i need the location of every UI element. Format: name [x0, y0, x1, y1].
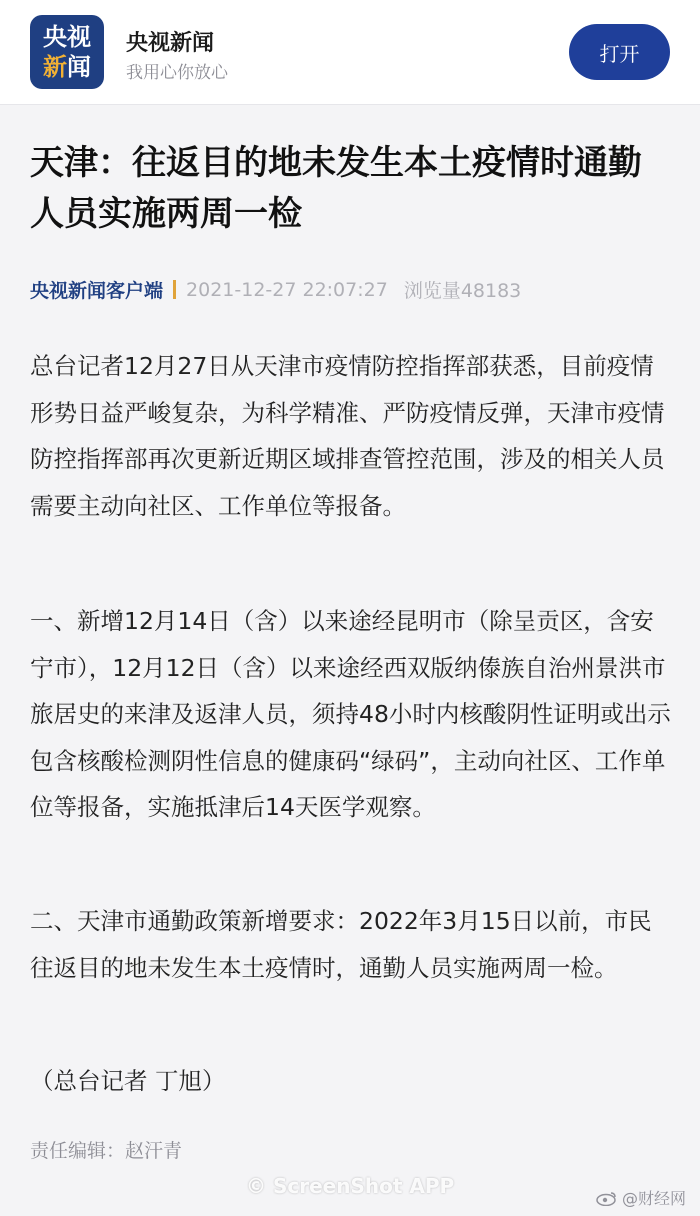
logo-line-2b: 闻: [67, 53, 91, 81]
app-banner: [0, 0, 700, 105]
weibo-watermark: [596, 1186, 686, 1209]
logo-line-2: [43, 52, 91, 82]
article-paragraph-1: 总台记者12月27日从天津市疫情防控指挥部获悉，目前疫情形势日益严峻复杂，为科学精准、严防疫情反弹，天津市疫情防控指挥部再次更新近期区域排查管控范围，涉及的相关人员需要主动向社区、工作单位等报备。: [30, 352, 665, 520]
article-source[interactable]: 央视新闻客户端: [30, 280, 164, 302]
publish-time: 2021-12-27 22:07:27: [186, 278, 388, 301]
reporter-credit: （总台记者 丁旭）: [30, 1067, 226, 1095]
cctv-news-logo[interactable]: [30, 15, 104, 89]
article-title: 天津：往返目的地未发生本土疫情时通勤人员实施两周一检: [30, 143, 642, 234]
app-slogan: 我用心你放心: [126, 63, 228, 83]
logo-line-2a: 新: [43, 53, 67, 81]
view-count: 浏览量48183: [403, 280, 522, 302]
responsible-editor: 责任编辑：赵汗青: [30, 1140, 183, 1162]
screenshot-app-watermark: © ScreenShot APP: [246, 1174, 455, 1198]
logo-line-1: 央视: [43, 23, 91, 51]
weibo-icon: [596, 1190, 618, 1206]
article-meta: [30, 276, 521, 303]
meta-divider: [173, 280, 176, 299]
weibo-handle: @财经网: [622, 1189, 687, 1208]
article-paragraph-3: 二、天津市通勤政策新增要求：2022年3月15日以前，市民往返目的地未发生本土疫情时，通勤人员实施两周一检。: [30, 907, 652, 982]
open-app-button[interactable]: 打开: [569, 24, 670, 80]
article-paragraph-2: 一、新增12月14日（含）以来途经昆明市（除呈贡区，含安宁市），12月12日（含）以来途经西双版纳傣族自治州景洪市旅居史的来津及返津人员，须持48小时内核酸阴性证明或出示包含核酸检测阴性信息的健康码“绿码”，主动向社区、工作单位等报备，实施抵津后14天医学观察。: [30, 607, 671, 821]
app-name: 央视新闻: [126, 31, 215, 56]
